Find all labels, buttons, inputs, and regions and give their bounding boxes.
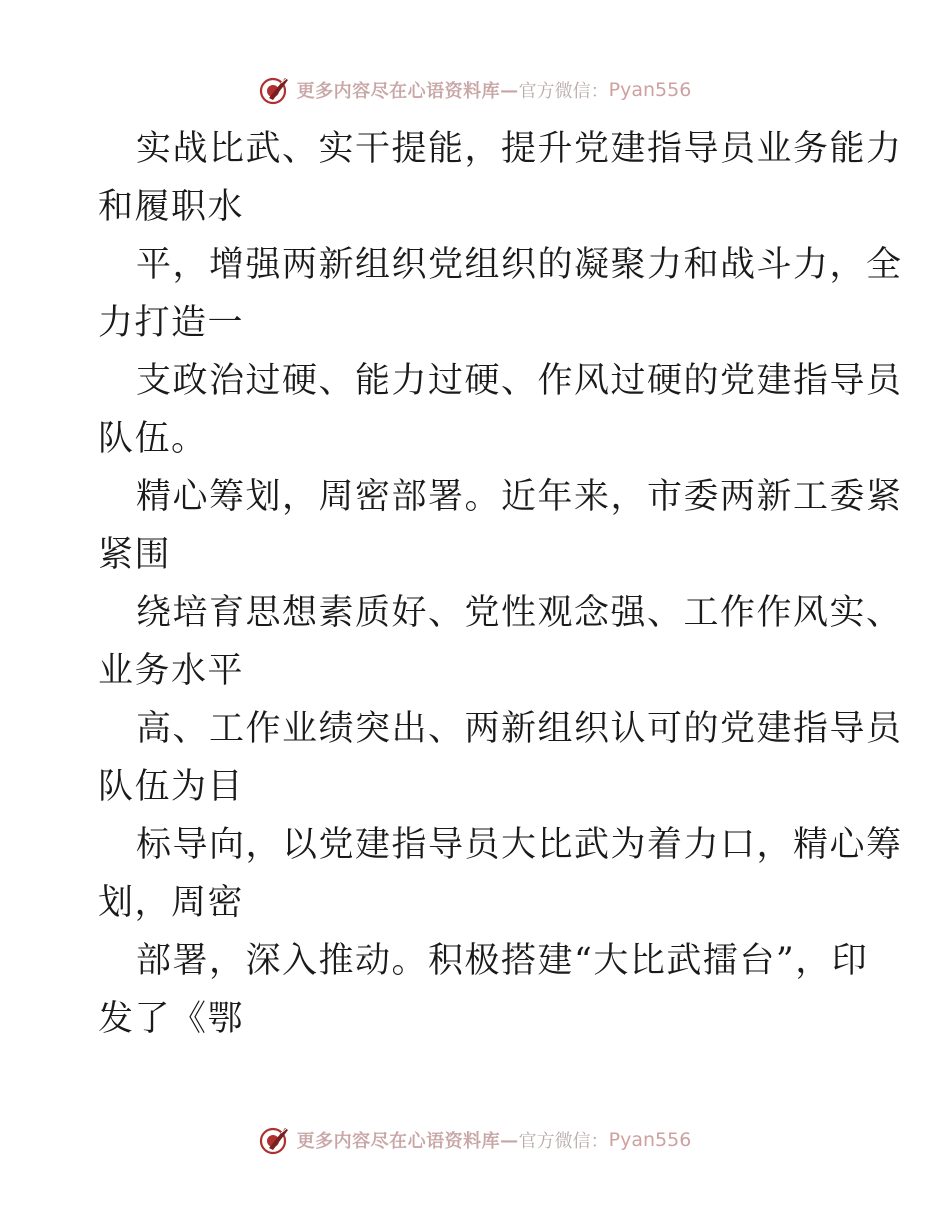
- body-line: 划，周密: [98, 883, 245, 923]
- banner-wechat-id: Pyan556: [608, 79, 692, 101]
- body-line: 部署，深入推动。积极搭建“大比武擂台”，印: [136, 941, 869, 981]
- body-line: 紧围: [98, 535, 172, 575]
- document-body: [98, 120, 903, 1048]
- body-line: 发了《鄂: [98, 999, 245, 1039]
- body-line: 队伍。: [98, 419, 208, 459]
- body-line: 支政治过硬、能力过硬、作风过硬的党建指导员: [136, 361, 903, 401]
- banner-dash: —: [500, 79, 519, 101]
- banner-wechat-id: Pyan556: [608, 1129, 692, 1151]
- body-line: 平，增强两新组织党组织的凝聚力和战斗力，全: [136, 245, 903, 285]
- body-line: 高、工作业绩突出、两新组织认可的党建指导员: [136, 709, 903, 749]
- body-line: 和履职水: [98, 187, 245, 227]
- banner-wechat-label: 官方微信：: [518, 81, 609, 102]
- footer-banner: [0, 1120, 950, 1160]
- feather-pen-logo-icon: [259, 74, 291, 106]
- feather-pen-logo-icon: [259, 1124, 291, 1156]
- body-line: 队伍为目: [98, 767, 245, 807]
- banner-title: 更多内容尽在心语资料库: [296, 1131, 501, 1152]
- body-line: 业务水平: [98, 651, 245, 691]
- body-line: 精心筹划，周密部署。近年来，市委两新工委紧: [136, 477, 903, 517]
- banner-dash: —: [500, 1129, 519, 1151]
- header-banner: [0, 70, 950, 110]
- body-line: 绕培育思想素质好、党性观念强、工作作风实、: [136, 593, 903, 633]
- banner-title: 更多内容尽在心语资料库: [296, 81, 501, 102]
- body-line: 实战比武、实干提能，提升党建指导员业务能力: [136, 129, 903, 169]
- banner-wechat-label: 官方微信：: [518, 1131, 609, 1152]
- body-line: 标导向，以党建指导员大比武为着力口，精心筹: [136, 825, 903, 865]
- body-line: 力打造一: [98, 303, 245, 343]
